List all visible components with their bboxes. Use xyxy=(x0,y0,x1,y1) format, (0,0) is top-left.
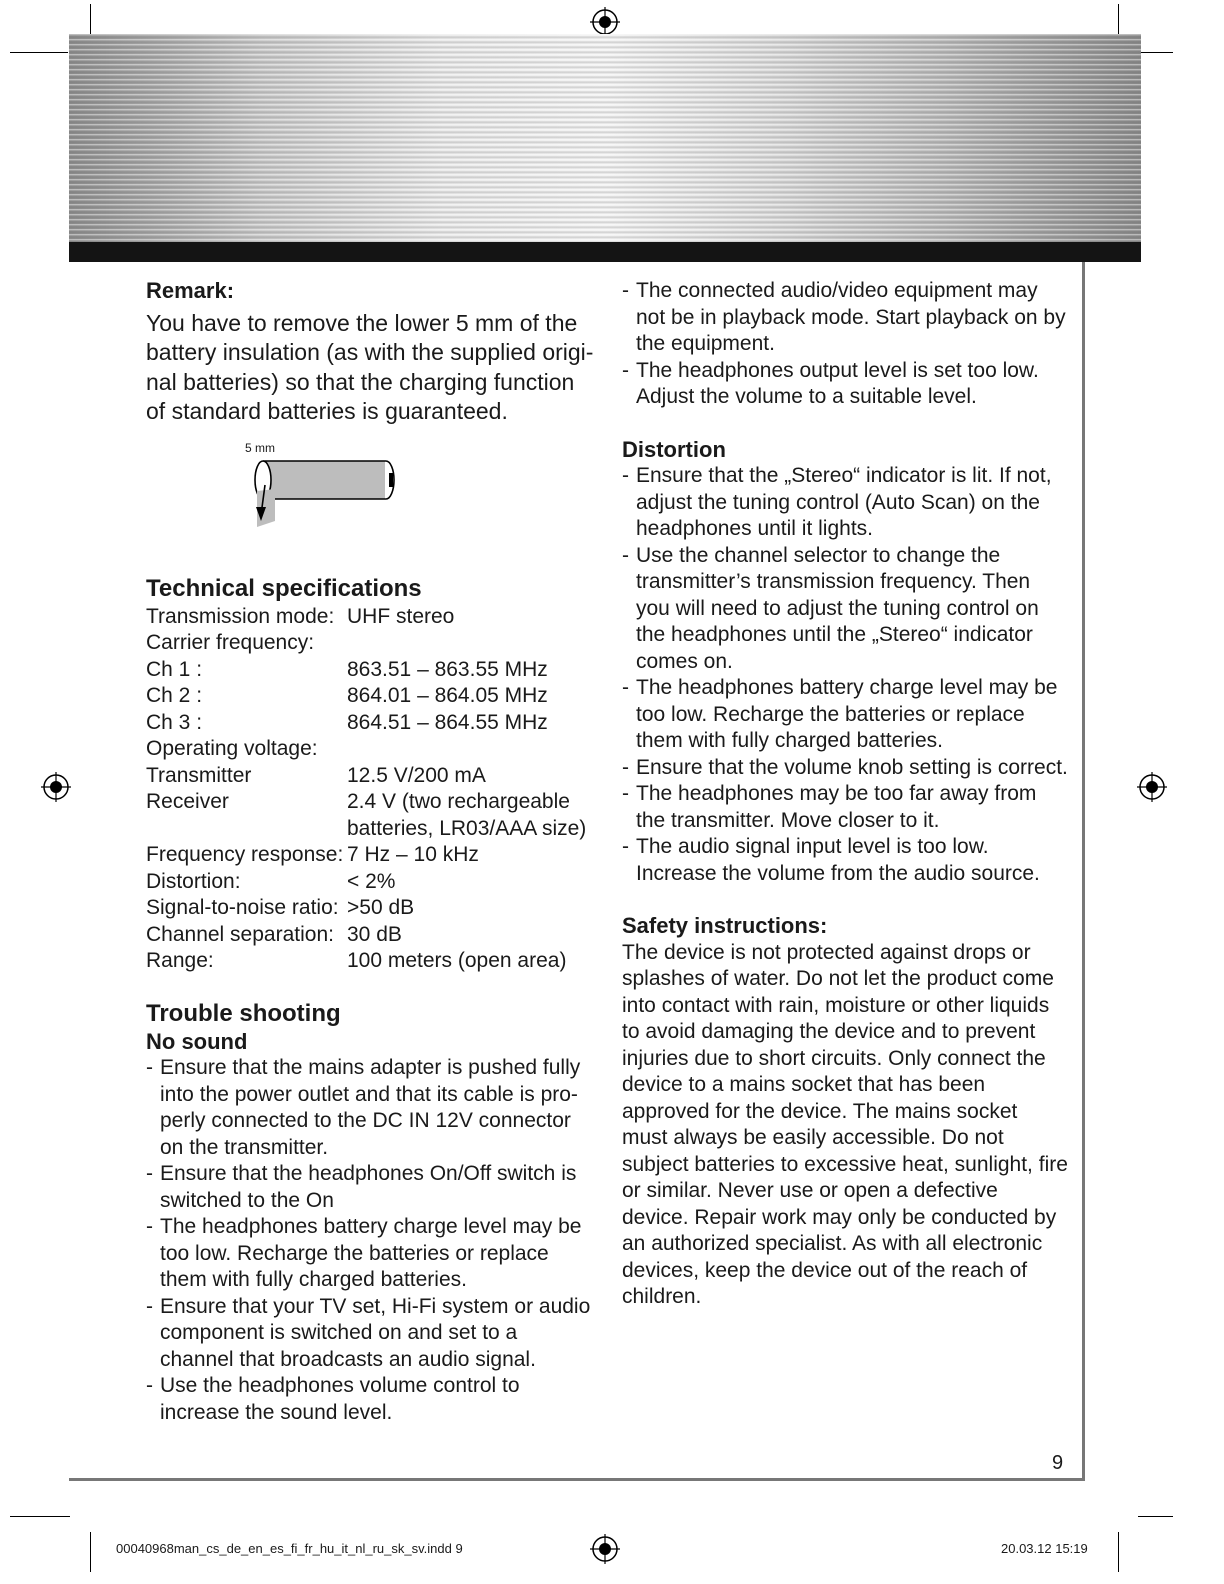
header-brushed-metal-band xyxy=(69,34,1141,243)
spec-value: 12.5 V/200 mA xyxy=(347,763,486,787)
right-column xyxy=(622,278,1068,1311)
spec-value: 30 dB xyxy=(347,922,402,946)
crop-mark xyxy=(1118,1532,1119,1572)
spec-key: Range: xyxy=(146,949,214,972)
spec-key: Transmission mode: xyxy=(146,604,335,628)
registration-mark-icon xyxy=(590,7,620,37)
no-sound-list xyxy=(146,1055,596,1426)
table-row xyxy=(146,922,596,949)
spec-value: 100 meters (open area) xyxy=(347,949,567,972)
spec-key: Signal-to-noise ratio: xyxy=(146,896,339,919)
registration-mark-icon xyxy=(1137,772,1167,802)
crop-mark xyxy=(10,1516,70,1517)
spec-value: >50 dB xyxy=(347,896,415,919)
table-row xyxy=(146,604,596,631)
table-row xyxy=(146,630,596,657)
table-row xyxy=(146,710,596,737)
spec-value: 863.51 – 863.55 MHz xyxy=(347,657,548,681)
crop-mark xyxy=(10,52,68,53)
distortion-heading: Distortion xyxy=(622,436,726,462)
spec-key: Receiver xyxy=(146,790,229,813)
list-item: - Use the channel selector to change the transmitter’s transmission frequency. Then you will need to adjust the tuning control on the headphones until the „Stereo“ indicator comes on. xyxy=(622,543,1068,676)
table-row xyxy=(146,657,596,684)
page-bottom-rule xyxy=(69,1478,1085,1481)
crop-mark xyxy=(1141,52,1173,53)
list-item: - Use the headphones volume control to increase the sound level. xyxy=(146,1373,596,1426)
table-row xyxy=(146,842,596,869)
table-row xyxy=(146,683,596,710)
spec-value: 7 Hz – 10 kHz xyxy=(347,843,479,866)
crop-mark xyxy=(90,1532,91,1572)
table-row xyxy=(146,948,596,975)
safety-heading: Safety instructions: xyxy=(622,913,828,938)
spec-key: Ch 1 : xyxy=(146,657,203,681)
table-row xyxy=(146,789,596,842)
spec-value: UHF stereo xyxy=(347,604,455,628)
list-item: - Ensure that your TV set, Hi-Fi system or audio component is switched on and set to a channel that broadcasts an audio signal. xyxy=(146,1294,596,1374)
figure-measure-label: 5 mm xyxy=(245,440,275,455)
spec-value: 864.01 – 864.05 MHz xyxy=(347,684,548,707)
specs-heading: Technical specifications xyxy=(146,574,422,602)
spec-value: 2.4 V (two rechargeable batteries, LR03/AAA size) xyxy=(347,790,587,840)
footer-timestamp: 20.03.12 15:19 xyxy=(1001,1541,1088,1556)
no-sound-heading: No sound xyxy=(146,1028,248,1054)
remark-body: You have to remove the lower 5 mm of the battery insulation (as with the supplied origi-nal batteries) so that the charging function of standard batteries is guaranteed. xyxy=(146,309,594,424)
spec-key: Ch 3 : xyxy=(146,710,203,734)
list-item: - The headphones may be too far away from the transmitter. Move closer to it. xyxy=(622,781,1068,834)
remark-heading: Remark: xyxy=(146,278,235,303)
table-row xyxy=(146,763,596,790)
spec-key: Distortion: xyxy=(146,869,241,893)
list-item: - The headphones battery charge level may be too low. Recharge the batteries or replace them with fully charged batteries. xyxy=(146,1214,596,1294)
list-item: - Ensure that the mains adapter is pushed fully into the power outlet and that its cable is pro-perly connected to the DC IN 12V connector on the transmitter. xyxy=(146,1055,596,1161)
spec-value xyxy=(347,736,596,763)
spec-key: Ch 2 : xyxy=(146,684,203,707)
spec-key: Operating voltage: xyxy=(146,737,318,760)
crop-mark xyxy=(1138,1516,1173,1517)
list-item: - The headphones battery charge level may be too low. Recharge the batteries or replace them with fully charged batteries. xyxy=(622,675,1068,755)
list-item: - The audio signal input level is too low. Increase the volume from the audio source. xyxy=(622,834,1068,887)
table-row xyxy=(146,869,596,896)
trouble-heading: Trouble shooting xyxy=(146,999,341,1027)
table-row xyxy=(146,895,596,922)
spec-key: Channel separation: xyxy=(146,922,334,946)
list-item: - The headphones output level is set too low. Adjust the volume to a suitable level. xyxy=(622,358,1068,411)
page-right-rule xyxy=(1082,262,1085,1480)
safety-body: The device is not protected against drops or splashes of water. Do not let the product come into contact with rain, moisture or other liquids to avoid damaging the device and to prevent injuries due to short circuits. Only connect the device to a mains socket that has been approved for the device. The mains socket must always be easily accessible. Do not subject batteries to excessive heat, sunlight, fire or similar. Never use or open a defective device. Repair work may only be conducted by an authorized specialist. As with all electronic devices, keep the device out of the reach of children. xyxy=(622,940,1068,1308)
battery-icon xyxy=(241,449,441,549)
list-item: - Ensure that the volume knob setting is correct. xyxy=(622,755,1068,782)
no-sound-list-continued xyxy=(622,278,1068,411)
registration-mark-icon xyxy=(41,772,71,802)
footer-file-name: 00040968man_cs_de_en_es_fi_fr_hu_it_nl_ru_sk_sv.indd 9 xyxy=(116,1541,463,1556)
header-dark-bar xyxy=(69,242,1141,262)
spec-key: Frequency response: xyxy=(146,843,344,866)
list-item: - Ensure that the „Stereo“ indicator is lit. If not, adjust the tuning control (Auto Scan) on the headphones until it lights. xyxy=(622,463,1068,543)
battery-insulation-figure xyxy=(241,435,441,550)
spec-value xyxy=(347,630,596,657)
spec-value: < 2% xyxy=(347,869,396,893)
left-column xyxy=(146,278,596,1426)
table-row xyxy=(146,736,596,763)
specs-table xyxy=(146,604,596,975)
list-item: - Ensure that the headphones On/Off switch is switched to the On xyxy=(146,1161,596,1214)
distortion-list xyxy=(622,463,1068,887)
list-item: - The connected audio/video equipment may not be in playback mode. Start playback on by the equipment. xyxy=(622,278,1068,358)
spec-key: Carrier frequency: xyxy=(146,631,315,654)
spec-key: Transmitter xyxy=(146,763,252,787)
spec-value: 864.51 – 864.55 MHz xyxy=(347,710,548,734)
registration-mark-icon xyxy=(590,1534,620,1564)
page-number: 9 xyxy=(1052,1452,1064,1474)
